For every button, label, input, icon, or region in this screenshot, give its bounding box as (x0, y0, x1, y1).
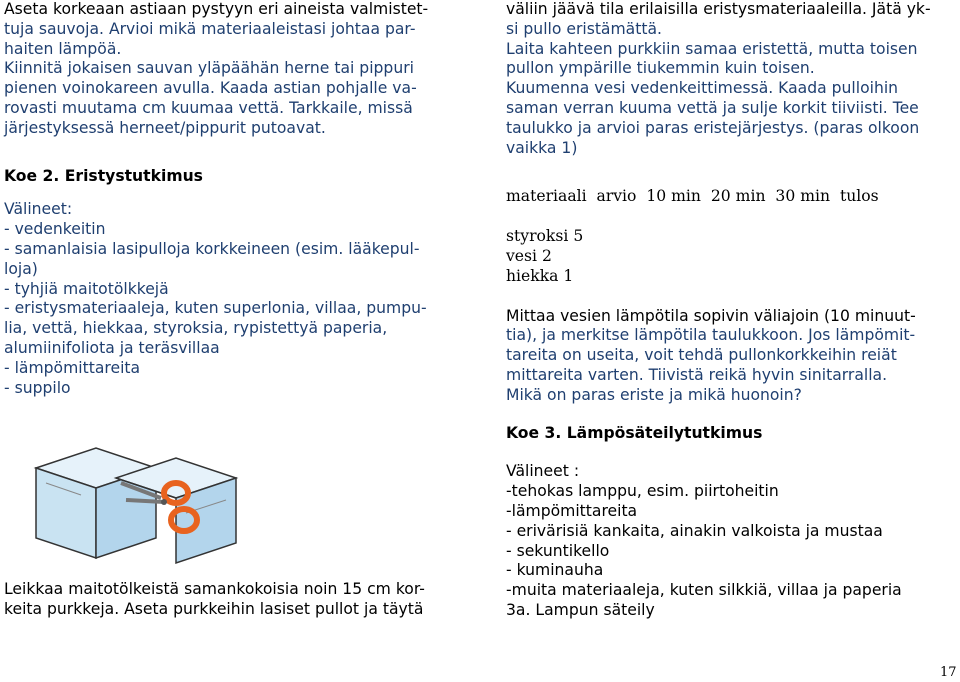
cut-instructions (4, 580, 454, 620)
text-line: pienen voinokareen avulla. Kaada astian pohjalle va- (4, 79, 417, 98)
results-table-header: materiaali arvio 10 min 20 min 30 min tulos (506, 187, 879, 206)
text-line: väliin jäävä tila erilaisilla eristysmateriaaleilla. Jätä yk- (506, 0, 931, 18)
intro-paragraph (4, 0, 454, 139)
table-row: styroksi 5 (506, 227, 584, 246)
text-line: tareita on useita, voit tehdä pullonkorkkeihin reiät (506, 346, 897, 365)
tool-item: -tehokas lamppu, esim. piirtoheitin (506, 482, 779, 501)
text-line: tia), ja merkitse lämpötila taulukkoon. Jos lämpömit- (506, 326, 916, 345)
tool-item: lia, vettä, hiekkaa, styroksia, rypistettyä paperia, (4, 319, 388, 338)
text-line: si pullo eristämättä. (506, 19, 662, 38)
tool-item: Välineet: (4, 200, 73, 219)
koe2-tools-list (4, 200, 454, 398)
text-line: Laita kahteen purkkiin samaa eristettä, mutta toisen (506, 39, 918, 58)
page-number: 17 (940, 665, 957, 680)
tool-item: -muita materiaaleja, kuten silkkiä, villaa ja paperia (506, 581, 902, 600)
tool-item: alumiinifoliota ja teräsvillaa (4, 338, 220, 357)
tool-item: - vedenkeitin (4, 220, 106, 239)
insulation-instructions (506, 0, 956, 158)
text-line: Mikä on paras eriste ja mikä huonoin? (506, 385, 802, 404)
tool-item: - kuminauha (506, 561, 604, 580)
text-line: keita purkkeja. Aseta purkkeihin lasiset pullot ja täytä (4, 599, 424, 618)
text-line: saman verran kuuma vettä ja sulje korkit tiiviisti. Tee (506, 98, 919, 117)
text-line: mittareita varten. Tiivistä reikä hyvin sinitarralla. (506, 365, 888, 384)
text-line: pullon ympärille tiukemmin kuin toisen. (506, 59, 815, 78)
text-line: Mittaa vesien lämpötila sopivin väliajoin (10 minuut- (506, 306, 916, 325)
tool-item: - tyhjiä maitotölkkejä (4, 279, 169, 298)
tool-item: - erivärisiä kankaita, ainakin valkoista ja mustaa (506, 521, 883, 540)
text-line: rovasti muutama cm kuumaa vettä. Tarkkaile, missä (4, 98, 413, 117)
text-line: järjestyksessä herneet/pippurit putoavat. (4, 118, 326, 137)
tool-item: - suppilo (4, 378, 71, 397)
tool-item: -lämpömittareita (506, 501, 638, 520)
text-line: Leikkaa maitotölkeistä samankokoisia noin 15 cm kor- (4, 580, 425, 598)
right-column (506, 0, 956, 621)
tool-item: - lämpömittareita (4, 358, 141, 377)
koe2-heading: Koe 2. Eristystutkimus (4, 166, 203, 185)
table-row: vesi 2 (506, 246, 552, 265)
text-line: vaikka 1) (506, 138, 578, 157)
results-table-rows (506, 227, 956, 286)
left-column (4, 0, 454, 398)
tool-item: - sekuntikello (506, 541, 610, 560)
text-line: tuja sauvoja. Arvioi mikä materiaaleistasi johtaa par- (4, 19, 416, 38)
tool-item: Välineet : (506, 462, 580, 481)
tool-item: 3a. Lampun säteily (506, 600, 655, 619)
koe3-heading: Koe 3. Lämpösäteilytutkimus (506, 423, 763, 442)
tool-item: - samanlaisia lasipulloja korkkeineen (esim. lääkepul- (4, 239, 420, 258)
measure-paragraph (506, 307, 956, 406)
tool-item: loja) (4, 259, 38, 278)
text-line: Kiinnitä jokaisen sauvan yläpäähän herne tai pippuri (4, 59, 414, 78)
milk-carton-scissors-illustration (26, 438, 246, 570)
table-row: hiekka 1 (506, 266, 574, 285)
tool-item: - eristysmateriaaleja, kuten superlonia, villaa, pumpu- (4, 299, 427, 318)
text-line: Aseta korkeaan astiaan pystyyn eri aineista valmistet- (4, 0, 429, 18)
text-line: haiten lämpöä. (4, 39, 122, 58)
koe3-tools-list (506, 462, 956, 620)
text-line: taulukko ja arvioi paras eristejärjestys. (paras olkoon (506, 118, 920, 137)
text-line: Kuumenna vesi vedenkeittimessä. Kaada pulloihin (506, 79, 899, 98)
